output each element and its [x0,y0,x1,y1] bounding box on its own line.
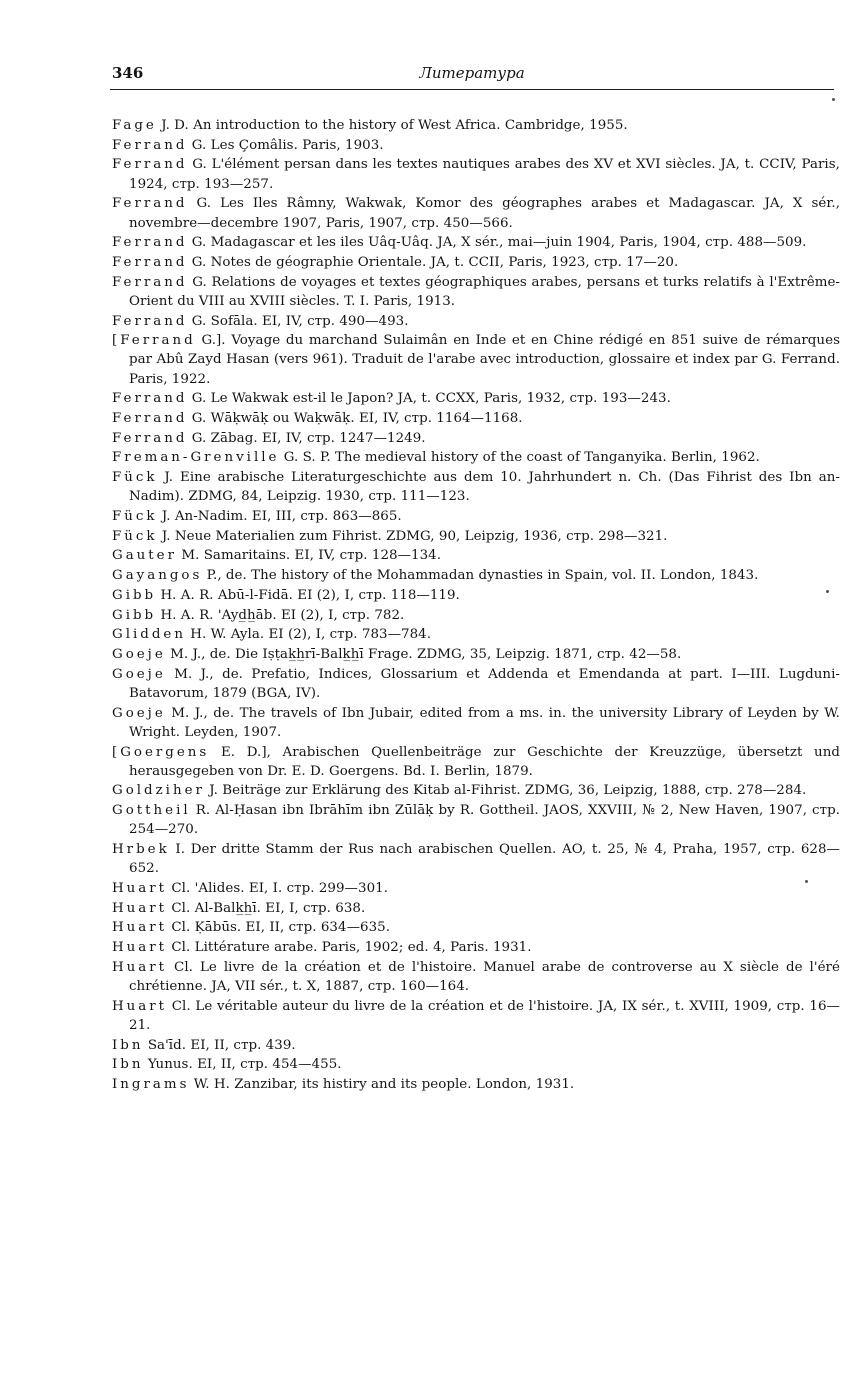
bibliography-entry [112,233,840,252]
bibliography-entry [112,507,840,526]
bibliography-entry [112,801,840,839]
page-header [112,64,832,88]
bibliography-entry [112,1036,840,1055]
entry-text: J. Eine arabische Literaturgeschichte aus dem 10. Jahrhundert n. Ch. (Das Fihrist des Ibn an-Nadim). ZDMG, 84, Leipzig. 1930, стр. 111—123. [129,470,840,505]
entry-author: Huart [112,998,168,1014]
entry-text: Cl. Le véritable auteur du livre de la création et de l'histoire. JA, IX sér., t. XVIII, 1909, стр. 16—21. [129,998,840,1033]
entry-author: Gayangos [112,568,203,584]
bibliography-entry [112,665,840,703]
entry-text: E. D.], Arabischen Quellenbeiträge zur Geschichte der Kreuzzüge, übersetzt und herausgegeben von Dr. E. D. Goergens. Bd. I. Berlin, 1879. [129,744,840,779]
entry-author: Huart [112,959,168,975]
print-speck [805,880,808,883]
entry-author: Gauter [112,548,178,564]
entry-author: Ibn [112,1057,144,1073]
bibliography-entry [112,879,840,898]
entry-author: Huart [112,940,168,956]
entry-text: M. J., de. The travels of Ibn Jubair, edited from a ms. in. the university Library of Leyden by W. Wright. Leyden, 1907. [129,705,840,740]
bibliography-entry [112,566,840,585]
entry-text: P., de. The history of the Mohammadan dynasties in Spain, vol. II. London, 1843. [206,568,759,584]
entry-text: M. J., de. Prefatio, Indices, Glossarium et Addenda et Emendanda at part. I—III. Lugduni-Batavorum, 1879 (BGA, IV). [129,666,840,701]
bibliography-entry [112,468,840,506]
entry-author: Gottheil [112,803,191,819]
entry-author: Ingrams [112,1076,190,1092]
entry-author: Goeje [112,666,166,682]
entry-text: G. L'élément persan dans les textes nautiques arabes des XV et XVI siècles. JA, t. CCIV, Paris, 1924, стр. 193—257. [129,157,840,192]
entry-author: Fück [112,509,158,525]
bibliography-entry [112,429,840,448]
entry-text: M. J., de. Die Iṣṭak̲h̲rī-Balk̲h̲ī Frage. ZDMG, 35, Leipzig. 1871, стр. 42—58. [170,646,682,662]
entry-text: J. Beiträge zur Erklärung des Kitab al-Fihrist. ZDMG, 36, Leipzig, 1888, стр. 278—284. [209,783,807,799]
entry-author: Goldziher [112,783,205,799]
entry-author: Ferrand [112,430,188,446]
bibliography-entry [112,1075,840,1094]
entry-author: Ferrand [112,254,188,270]
entry-author: Goeje [112,705,166,721]
entry-text: J. Neue Materialien zum Fihrist. ZDMG, 90, Leipzig, 1936, стр. 298—321. [161,528,668,544]
entry-text: G. Zābag. EI, IV, стр. 1247—1249. [191,430,426,446]
bibliography-entry [112,155,840,193]
bibliography-entry [112,253,840,272]
entry-text: G. Notes de géographie Orientale. JA, t. CCII, Paris, 1923, стр. 17—20. [191,254,679,270]
entry-author: [Ferrand [112,333,196,349]
entry-author: Fück [112,528,158,544]
page-number: 346 [112,64,144,82]
entry-text: Sa'īd. EI, II, стр. 439. [147,1037,296,1053]
bibliography-entry [112,194,840,232]
bibliography-entry [112,743,840,781]
entry-author: Fück [112,470,158,486]
entry-author: [Goergens [112,744,210,760]
bibliography-entry [112,899,840,918]
entry-author: Ferrand [112,274,188,290]
entry-text: H. A. R. 'Ayd̲h̲āb. EI (2), I, стр. 782. [160,607,405,623]
bibliography-entry [112,704,840,742]
entry-text: G. S. P. The medieval history of the coast of Tanganyika. Berlin, 1962. [283,450,760,466]
entry-author: Huart [112,880,168,896]
entry-text: Cl. Le livre de la création et de l'histoire. Manuel arabe de controverse au X siècle de l'éré chrétienne. JA, VII sér., t. X, 1887, стр. 160—164. [129,959,840,994]
entry-author: Huart [112,920,168,936]
entry-text: G. Relations de voyages et textes géographiques arabes, persans et turks relatifs à l'Extrême-Orient du VIII au XVIII siècles. T. I. Paris, 1913. [129,274,840,309]
entry-author: Ferrand [112,196,188,212]
bibliography-entry [112,918,840,937]
header-rule [110,89,834,90]
print-speck [826,590,829,593]
entry-text: Cl. Littérature arabe. Paris, 1902; ed. 4, Paris. 1931. [171,940,532,956]
entry-text: G.]. Voyage du marchand Sulaimân en Inde et en Chine rédigé en 851 suive de rémarques par Abû Zayd Hasan (vers 961). Traduit de l'arabe avec introduction, glossaire et index par G. Ferrand. Paris, 1922. [129,333,841,387]
bibliography-entry [112,273,840,311]
bibliography-entry [112,625,840,644]
bibliography-entry [112,1055,840,1074]
print-speck [832,98,835,101]
bibliography-entry [112,606,840,625]
bibliography-entry [112,409,840,428]
entry-text: H. W. Ayla. EI (2), I, стр. 783—784. [190,627,432,643]
bibliography-entry [112,116,840,135]
entry-author: Gibb [112,587,157,603]
running-title: Литература [419,64,525,82]
bibliography-entry [112,389,840,408]
bibliography-entry [112,312,840,331]
entry-text: H. A. R. Abū-l-Fidā. EI (2), I, стр. 118—119. [160,587,460,603]
bibliography-entry [112,997,840,1035]
bibliography-entry [112,546,840,565]
entry-author: Ferrand [112,157,188,173]
entry-author: Freman-Grenville [112,450,280,466]
entry-author: Glidden [112,627,186,643]
entry-text: J. D. An introduction to the history of West Africa. Cambridge, 1955. [161,118,628,133]
entry-text: W. H. Zanzibar, its histiry and its people. London, 1931. [193,1076,575,1092]
bibliography-entry [112,840,840,878]
entry-author: Ferrand [112,235,188,251]
bibliography-entry [112,448,840,467]
entry-text: G. Madagascar et les iles Uâq-Uâq. JA, X sér., mai—juin 1904, Paris, 1904, стр. 488—509. [191,235,807,251]
bibliography-entry [112,645,840,664]
entry-author: Ferrand [112,313,188,329]
bibliography-entry [112,938,840,957]
bibliography-entry [112,331,840,389]
entry-text: J. An-Nadim. EI, III, стр. 863—865. [161,509,402,525]
entry-text: G. Les Çomâlis. Paris, 1903. [191,137,384,153]
entry-text: G. Les Iles Râmny, Wakwak, Komor des géographes arabes et Madagascar. JA, X sér., novembre—decembre 1907, Paris, 1907, стр. 450—566. [129,196,840,231]
entry-text: G. Sofāla. EI, IV, стр. 490—493. [191,313,409,329]
entry-author: Ibn [112,1037,144,1053]
entry-text: I. Der dritte Stamm der Rus nach arabischen Quellen. AO, t. 25, № 4, Praha, 1957, стр. 628—652. [129,842,840,877]
bibliography-entry [112,781,840,800]
entry-text: Yunus. EI, II, стр. 454—455. [147,1057,342,1073]
bibliography-entry [112,586,840,605]
entry-author: Goeje [112,646,166,662]
entry-author: Ferrand [112,391,188,407]
entry-author: Ferrand [112,137,188,153]
entry-text: Cl. Ḳābūs. EI, II, стр. 634—635. [171,920,391,936]
entry-text: G. Wāḳwāḳ ou Waḳwāḳ. EI, IV, стр. 1164—1168. [191,411,523,427]
entry-text: M. Samaritains. EI, IV, стр. 128—134. [181,548,442,564]
entry-author: Gibb [112,607,157,623]
bibliography-entry [112,958,840,996]
entry-text: G. Le Wakwak est-il le Japon? JA, t. CCXX, Paris, 1932, стр. 193—243. [191,391,671,407]
entry-text: Cl. Al-Balk̲h̲ī. EI, I, стр. 638. [171,900,366,916]
entry-text: R. Al-Ḥasan ibn Ibrāhīm ibn Zūlāḳ by R. Gottheil. JAOS, XXVIII, № 2, New Haven, 1907, стр. 254—270. [129,803,840,838]
entry-author: Huart [112,900,168,916]
entry-text: Cl. 'Alides. EI, I. стр. 299—301. [171,880,389,896]
entry-author: Fage [112,118,157,133]
entry-author: Ferrand [112,411,188,427]
entry-author: Hrbek [112,842,170,858]
bibliography-entry [112,136,840,155]
bibliography-list [112,116,840,1095]
bibliography-entry [112,527,840,546]
